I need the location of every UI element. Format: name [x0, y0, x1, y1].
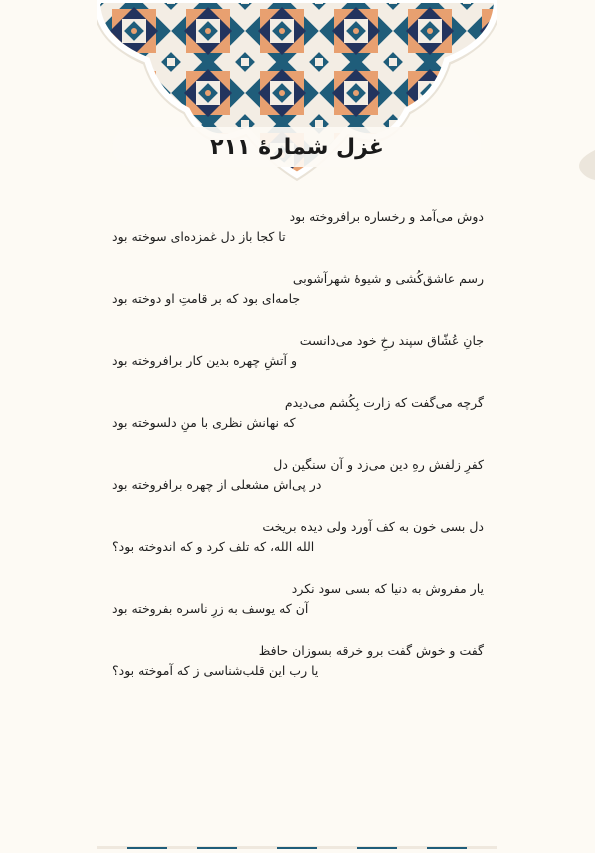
bottom-ornament [97, 834, 497, 842]
misra-second: در پی‌اش مشعلی از چهره برافروخته بود [112, 477, 322, 492]
misra-second: تا کجا باز دل غمزده‌ای سوخته بود [112, 229, 286, 244]
misra-first: کفرِ زلفش رهِ دین می‌زد و آن سنگین دل [273, 457, 484, 472]
bayt [112, 331, 484, 393]
bayt [112, 207, 484, 269]
misra-first: رسم عاشق‌کُشی و شیوهٔ شهرآشوبی [292, 271, 484, 286]
misra-second: و آتشِ چهره بدین کار برافروخته بود [112, 353, 297, 368]
misra-first: جانِ عُشّاق سپند رخِ خود می‌دانست [299, 333, 484, 348]
bayt [112, 393, 484, 455]
misra-second: یا رب این قلب‌شناسی ز که آموخته بود؟ [112, 663, 319, 678]
misra-second: آن که یوسف به زرِ ناسره بفروخته بود [112, 601, 309, 616]
right-edge-ornament [565, 150, 595, 180]
bayt [112, 641, 484, 703]
bayt [112, 455, 484, 517]
misra-first: دوش می‌آمد و رخساره برافروخته بود [289, 209, 484, 224]
page-title: غزل شمارهٔ ۲۱۱ [210, 134, 384, 160]
misra-first: دل بسی خون به کف آورد ولی دیده بریخت [262, 519, 484, 534]
bayt [112, 517, 484, 579]
misra-second: جامه‌ای بود که بر قامتِ او دوخته بود [112, 291, 301, 306]
misra-first: گرچه می‌گفت که زارت بِکُشم می‌دیدم [284, 395, 484, 410]
bayt [112, 579, 484, 641]
title-banner [112, 127, 482, 167]
misra-first: یار مفروش به دنیا که بسی سود نکرد [291, 581, 484, 596]
misra-second: که نهانش نظری با منِ دلسوخته بود [112, 415, 296, 430]
bayt [112, 269, 484, 331]
misra-second: الله الله، که تلف کرد و که اندوخته بود؟ [112, 539, 315, 554]
misra-first: گفت و خوش گفت برو خرقه بسوزان حافظ [258, 643, 484, 658]
poem-body [112, 207, 484, 703]
